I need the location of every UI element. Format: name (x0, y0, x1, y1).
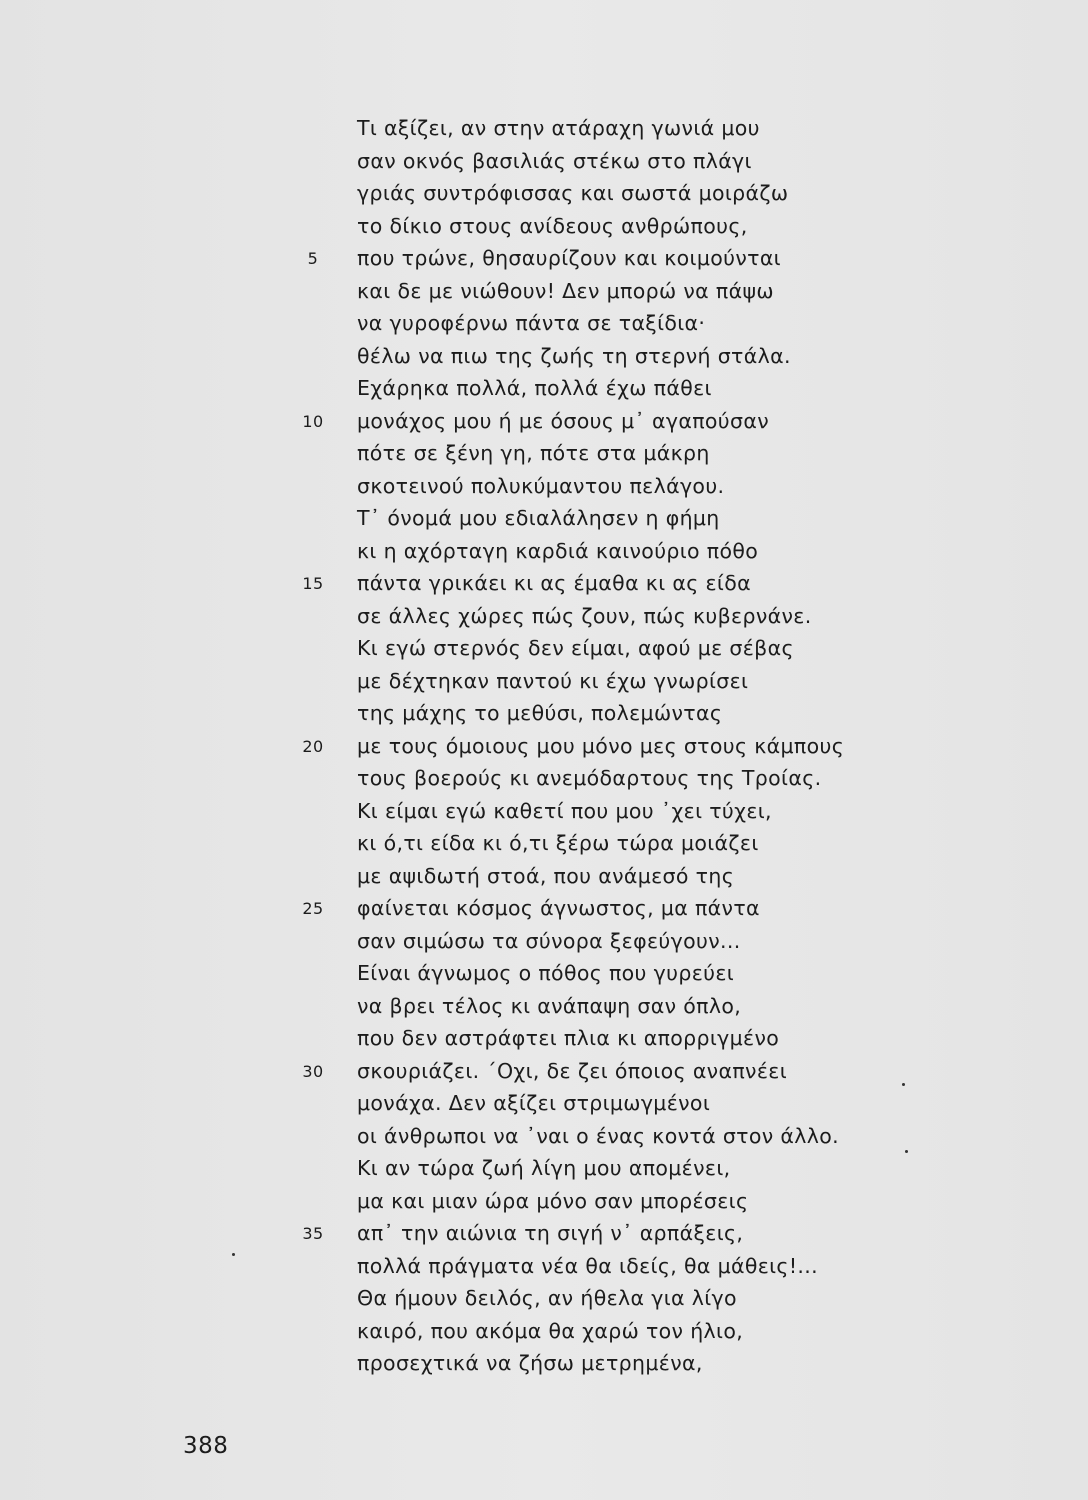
line-text: Θα ήμουν δειλός, αν ήθελα για λίγο (357, 1286, 737, 1310)
poem-line (0, 307, 1088, 340)
poem-line (0, 730, 1088, 763)
line-text: μονάχα. Δεν αξίζει στριμωγμένοι (357, 1091, 711, 1115)
poem-line (0, 1022, 1088, 1055)
poem-line (0, 860, 1088, 893)
poem-line (0, 340, 1088, 373)
poem-line (0, 437, 1088, 470)
line-text: σαν σιμώσω τα σύνορα ξεφεύγουν... (357, 928, 741, 953)
line-text: μα και μιαν ώρα μόνο σαν μπορέσεις (357, 1188, 749, 1213)
line-text: που τρώνε, θησαυρίζουν και κοιμούνται (357, 246, 781, 270)
poem-line (0, 535, 1088, 568)
line-text: και δε με νιώθουν! Δεν μπορώ να πάψω (357, 278, 774, 303)
poem-line (0, 1120, 1088, 1153)
poem-line (0, 957, 1088, 990)
line-text: κι ό,τι είδα κι ό,τι ξέρω τώρα μοιάζει (357, 831, 759, 855)
line-text: μονάχος μου ή με όσους μ᾿ αγαπούσαν (357, 408, 769, 433)
line-text: Τι αξίζει, αν στην ατάραχη γωνιά μου (357, 116, 760, 140)
poem-line (0, 372, 1088, 405)
poem-line (0, 210, 1088, 243)
line-text: Τ᾿ όνομά μου εδιαλάλησεν η φήμη (357, 506, 720, 530)
line-text: να γυροφέρνω πάντα σε ταξίδια· (357, 311, 706, 335)
poem-line (0, 567, 1088, 600)
line-text: κι η αχόρταγη καρδιά καινούριο πόθο (357, 538, 759, 563)
poem-block (0, 112, 1088, 1380)
line-text: σκουριάζει. ΄Οχι, δε ζει όποιος αναπνέει (357, 1058, 787, 1083)
line-number: 20 (302, 736, 324, 756)
poem-line (0, 1282, 1088, 1315)
line-text: γριάς συντρόφισσας και σωστά μοιράζω (357, 181, 789, 205)
poem-line (0, 1347, 1088, 1380)
line-number: 10 (302, 411, 324, 431)
poem-line (0, 405, 1088, 438)
line-number: 5 (307, 249, 319, 268)
line-number: 30 (302, 1061, 324, 1081)
line-text: σαν οκνός βασιλιάς στέκω στο πλάγι (357, 148, 752, 173)
line-number: 35 (302, 1224, 324, 1243)
poem-line (0, 1055, 1088, 1088)
line-text: τους βοερούς κι ανεμόδαρτους της Τροίας. (357, 766, 822, 790)
line-text: που δεν αστράφτει πλια κι απορριγμένο (357, 1026, 780, 1050)
line-number: 25 (302, 899, 324, 918)
poem-line (0, 892, 1088, 925)
poem-line (0, 990, 1088, 1023)
poem-line (0, 275, 1088, 308)
poem-line (0, 1185, 1088, 1218)
poem-line (0, 1152, 1088, 1185)
poem-line (0, 502, 1088, 535)
poem-line (0, 632, 1088, 665)
poem-line (0, 665, 1088, 698)
line-text: πότε σε ξένη γη, πότε στα μάκρη (357, 441, 710, 465)
poem-line (0, 177, 1088, 210)
line-text: σκοτεινού πολυκύμαντου πελάγου. (357, 473, 725, 498)
poem-line (0, 1315, 1088, 1348)
print-speck (902, 1083, 905, 1086)
poem-line (0, 795, 1088, 828)
page-number: 388 (183, 1433, 229, 1459)
line-number: 15 (302, 574, 324, 593)
line-text: με δέχτηκαν παντού κι έχω γνωρίσει (357, 668, 749, 693)
line-text: προσεχτικά να ζήσω μετρημένα, (357, 1351, 703, 1375)
line-text: απ᾿ την αιώνια τη σιγή ν᾿ αρπάξεις, (357, 1221, 744, 1245)
poem-line (0, 762, 1088, 795)
line-text: σε άλλες χώρες πώς ζουν, πώς κυβερνάνε. (357, 603, 812, 628)
print-speck (905, 1150, 908, 1153)
poem-line (0, 1250, 1088, 1283)
line-text: Κι αν τώρα ζωή λίγη μου απομένει, (357, 1156, 731, 1180)
poem-line (0, 145, 1088, 178)
print-speck (232, 1253, 235, 1256)
poem-line (0, 242, 1088, 275)
poem-line (0, 925, 1088, 958)
line-text: Κι είμαι εγώ καθετί που μου ᾿χει τύχει, (357, 798, 772, 823)
poem-line (0, 112, 1088, 145)
line-text: καιρό, που ακόμα θα χαρώ τον ήλιο, (357, 1318, 744, 1343)
line-text: να βρει τέλος κι ανάπαψη σαν όπλο, (357, 993, 742, 1018)
line-text: φαίνεται κόσμος άγνωστος, μα πάντα (357, 896, 760, 920)
poem-line (0, 1087, 1088, 1120)
line-text: της μάχης το μεθύσι, πολεμώντας (357, 701, 723, 725)
line-text: με αψιδωτή στοά, που ανάμεσό της (357, 863, 735, 888)
line-text: το δίκιο στους ανίδεους ανθρώπους, (357, 213, 748, 238)
line-text: με τους όμοιους μου μόνο μες στους κάμπους (357, 733, 845, 758)
line-text: πάντα γρικάει κι ας έμαθα κι ας είδα (357, 571, 751, 595)
poem-line (0, 697, 1088, 730)
poem-line (0, 827, 1088, 860)
line-text: οι άνθρωποι να ᾿ναι ο ένας κοντά στον άλλο. (357, 1123, 839, 1148)
line-text: Κι εγώ στερνός δεν είμαι, αφού με σέβας (357, 636, 794, 660)
poem-line (0, 1217, 1088, 1250)
poem-line (0, 470, 1088, 503)
line-text: θέλω να πιω της ζωής τη στερνή στάλα. (357, 343, 791, 368)
line-text: πολλά πράγματα νέα θα ιδείς, θα μάθεις!... (357, 1253, 818, 1278)
line-text: Είναι άγνωμος ο πόθος που γυρεύει (357, 961, 735, 985)
line-text: Εχάρηκα πολλά, πολλά έχω πάθει (357, 376, 712, 400)
poem-line (0, 600, 1088, 633)
